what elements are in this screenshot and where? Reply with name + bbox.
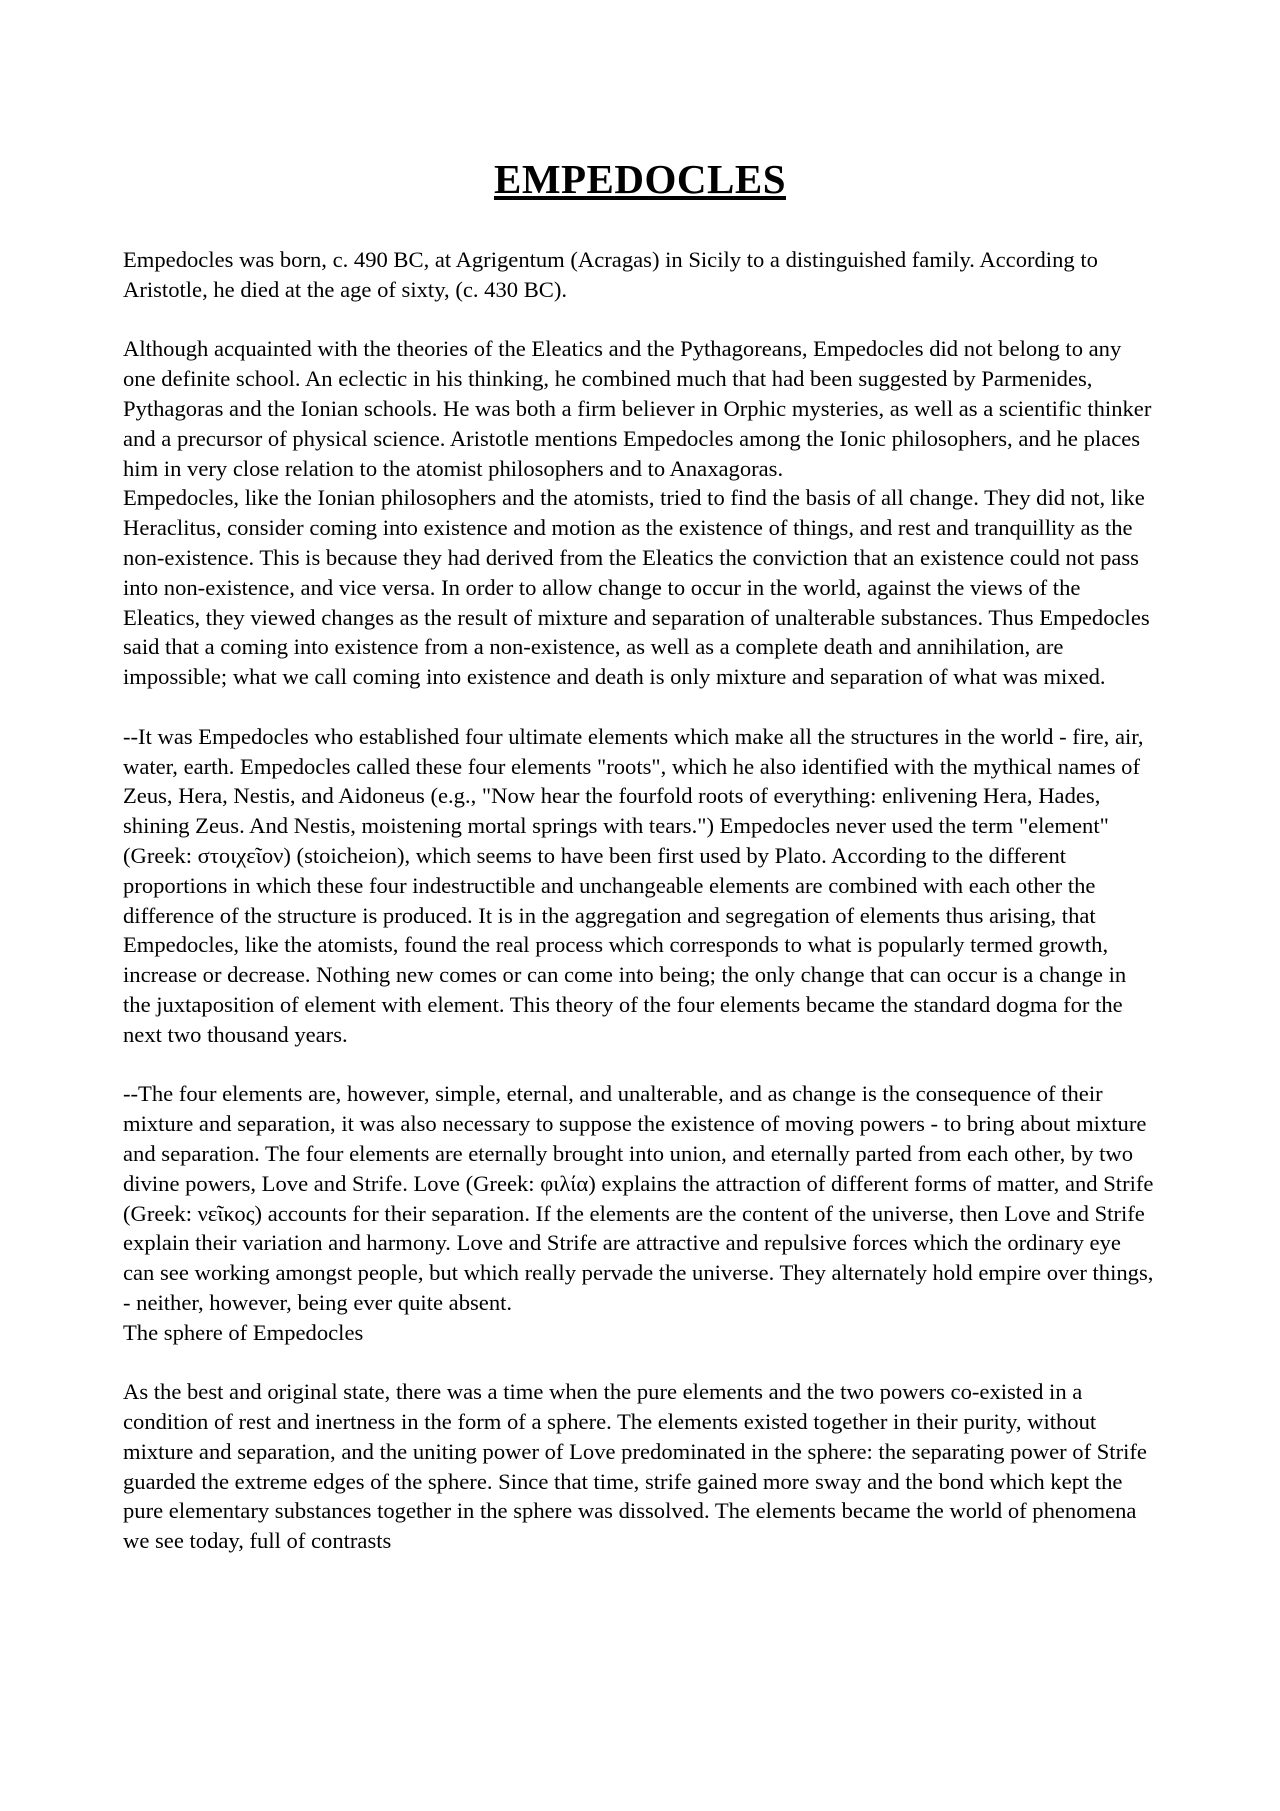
paragraph-four-elements: --It was Empedocles who established four ultimate elements which make all the structures in the world - fire, air, water, earth. Empedocles called these four elements "roots", which he also identified with the mythical names of Zeus, Hera, Nestis, and Aidoneus (e.g., "Now hear the fourfold roots of everything: enlivening Hera, Hades, shining Zeus. And Nestis, moistening mortal springs with tears.") Empedocles never used the term "element" (Greek: στοιχεῖον) (stoicheion), which seems to have been first used by Plato. According to the different proportions in which these four indestructible and unchangeable elements are combined with each other the difference of the structure is produced. It is in the aggregation and segregation of elements thus arising, that Empedocles, like the atomists, found the real process which corresponds to what is popularly termed growth, increase or decrease. Nothing new comes or can come into being; the only change that can occur is a change in the juxtaposition of element with element. This theory of the four elements became the standard dogma for the next two thousand years. [123, 723, 1144, 1047]
paragraph-change: Empedocles, like the Ionian philosophers and the atomists, tried to find the basis of all change. They did not, like Heraclitus, consider coming into existence and motion as the existence of things, and rest and tranquillity as the non-existence. This is because they had derived from the Eleatics the conviction that an existence could not pass into non-existence, and vice versa. In order to allow change to occur in the world, against the views of the Eleatics, they viewed changes as the result of mixture and separation of unalterable substances. Thus Empedocles said that a coming into existence from a non-existence, as well as a complete death and annihilation, are impossible; what we call coming into existence and death is only mixture and separation of what was mixed. [123, 485, 1150, 690]
document-body [123, 245, 1157, 1556]
section-heading-sphere: The sphere of Empedocles [123, 1319, 364, 1345]
paragraph-love-strife: --The four elements are, however, simple, eternal, and unalterable, and as change is the consequence of their mixture and separation, it was also necessary to suppose the existence of moving powers - to bring about mixture and separation. The four elements are eternally brought into union, and eternally parted from each other, by two divine powers, Love and Strife. Love (Greek: φιλία) explains the attraction of different forms of matter, and Strife (Greek: νεῖκος) accounts for their separation. If the elements are the content of the universe, then Love and Strife explain their variation and harmony. Love and Strife are attractive and repulsive forces which the ordinary eye can see working amongst people, but which really pervade the universe. They alternately hold empire over things, - neither, however, being ever quite absent. [123, 1081, 1154, 1315]
page-title: EMPEDOCLES [493, 156, 787, 202]
paragraph-birth: Empedocles was born, c. 490 BC, at Agrigentum (Acragas) in Sicily to a distinguished family. According to Aristotle, he died at the age of sixty, (c. 430 BC). [123, 247, 1098, 302]
paragraph-influences: Although acquainted with the theories of the Eleatics and the Pythagoreans, Empedocles did not belong to any one definite school. An eclectic in his thinking, he combined much that had been suggested by Parmenides, Pythagoras and the Ionian schools. He was both a firm believer in Orphic mysteries, as well as a scientific thinker and a precursor of physical science. Aristotle mentions Empedocles among the Ionic philosophers, and he places him in very close relation to the atomist philosophers and to Anaxagoras. [123, 336, 1152, 481]
paragraph-sphere: As the best and original state, there was a time when the pure elements and the two powers co-existed in a condition of rest and inertness in the form of a sphere. The elements existed together in their purity, without mixture and separation, and the uniting power of Love predominated in the sphere: the separating power of Strife guarded the extreme edges of the sphere. Since that time, strife gained more sway and the bond which kept the pure elementary substances together in the sphere was dissolved. The elements became the world of phenomena we see today, full of contrasts [123, 1379, 1147, 1554]
